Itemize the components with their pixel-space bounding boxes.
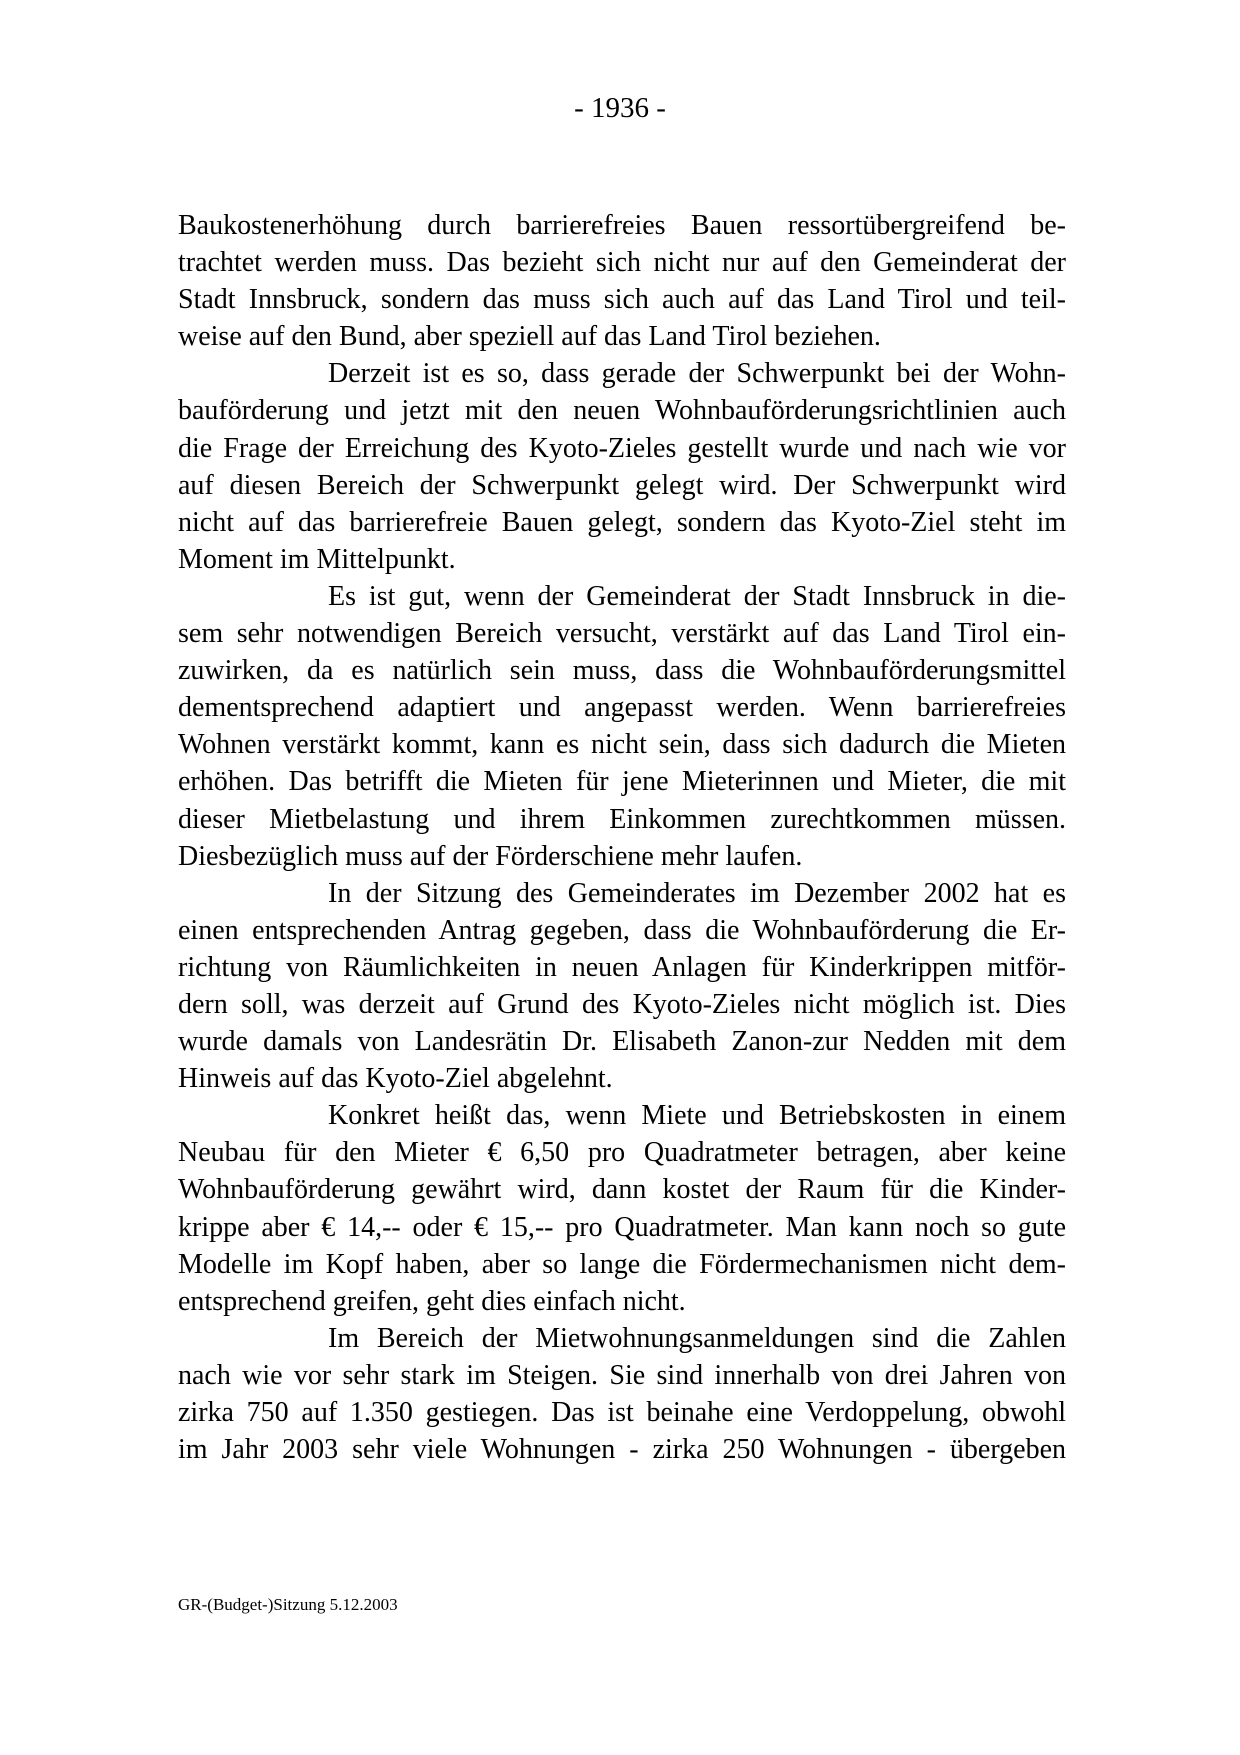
text-line: die Frage der Erreichung des Kyoto-Zieles gestellt wurde und nach wie vor — [178, 432, 1066, 464]
paragraph-1 — [178, 207, 1066, 355]
text-line: im Jahr 2003 sehr viele Wohnungen - zirka 250 Wohnungen - übergeben — [178, 1434, 1066, 1466]
text-line: Es ist gut, wenn der Gemeinderat der Stadt Innsbruck in die- — [328, 580, 1066, 612]
text-line: nach wie vor sehr stark im Steigen. Sie sind innerhalb von drei Jahren von — [178, 1359, 1066, 1391]
text-line: bauförderung und jetzt mit den neuen Wohnbauförderungsrichtlinien auch — [178, 395, 1066, 427]
text-line: Im Bereich der Mietwohnungsanmeldungen sind die Zahlen — [328, 1322, 1066, 1354]
text-line: Hinweis auf das Kyoto-Ziel abgelehnt. — [178, 1063, 613, 1095]
text-line: Moment im Mittelpunkt. — [178, 543, 456, 575]
paragraph-4 — [178, 875, 1066, 1098]
text-line: Konkret heißt das, wenn Miete und Betriebskosten in einem — [328, 1100, 1066, 1132]
text-line: einen entsprechenden Antrag gegeben, dass die Wohnbauförderung die Er- — [178, 914, 1066, 946]
text-line: In der Sitzung des Gemeinderates im Dezember 2002 hat es — [328, 877, 1066, 909]
text-line: nicht auf das barrierefreie Bauen gelegt, sondern das Kyoto-Ziel steht im — [178, 506, 1066, 538]
page-number: - 1936 - — [574, 92, 666, 124]
text-line: zirka 750 auf 1.350 gestiegen. Das ist beinahe eine Verdoppelung, obwohl — [178, 1397, 1066, 1428]
text-line: auf diesen Bereich der Schwerpunkt gelegt wird. Der Schwerpunkt wird — [178, 469, 1066, 501]
text-line: Diesbezüglich muss auf der Förderschiene mehr laufen. — [178, 840, 803, 872]
text-line: krippe aber € 14,-- oder € 15,-- pro Quadratmeter. Man kann noch so gute — [178, 1211, 1066, 1243]
text-line: Neubau für den Mieter € 6,50 pro Quadratmeter betragen, aber keine — [178, 1137, 1066, 1169]
text-line: zuwirken, da es natürlich sein muss, dass die Wohnbauförderungsmittel — [178, 655, 1066, 687]
text-line: dern soll, was derzeit auf Grund des Kyoto-Zieles nicht möglich ist. Dies — [178, 988, 1066, 1020]
text-line: Wohnen verstärkt kommt, kann es nicht sein, dass sich dadurch die Mieten — [178, 729, 1066, 761]
text-line: Baukostenerhöhung durch barrierefreies Bauen ressortübergreifend be- — [178, 210, 1066, 241]
text-line: Derzeit ist es so, dass gerade der Schwerpunkt bei der Wohn- — [328, 358, 1066, 390]
paragraph-6 — [178, 1320, 1066, 1468]
text-line: erhöhen. Das betrifft die Mieten für jene Mieterinnen und Mieter, die mit — [178, 766, 1066, 798]
paragraph-2 — [178, 355, 1066, 578]
page-footer: GR-(Budget-)Sitzung 5.12.2003 — [178, 1595, 398, 1614]
text-line: wurde damals von Landesrätin Dr. Elisabeth Zanon-zur Nedden mit dem — [178, 1026, 1066, 1058]
paragraph-3 — [178, 578, 1066, 875]
text-line: Modelle im Kopf haben, aber so lange die Fördermechanismen nicht dem- — [178, 1248, 1066, 1280]
text-line: weise auf den Bund, aber speziell auf das Land Tirol beziehen. — [178, 321, 881, 353]
text-line: Stadt Innsbruck, sondern das muss sich auch auf das Land Tirol und teil- — [178, 284, 1066, 316]
text-line: Wohnbauförderung gewährt wird, dann kostet der Raum für die Kinder- — [178, 1174, 1066, 1206]
text-line: sem sehr notwendigen Bereich versucht, verstärkt auf das Land Tirol ein- — [178, 618, 1066, 650]
text-line: entsprechend greifen, geht dies einfach nicht. — [178, 1285, 686, 1317]
text-line: trachtet werden muss. Das bezieht sich nicht nur auf den Gemeinderat der — [178, 247, 1066, 279]
text-line: dieser Mietbelastung und ihrem Einkommen zurechtkommen müssen. — [178, 803, 1066, 835]
paragraph-5 — [178, 1097, 1066, 1320]
body-text — [178, 207, 1066, 1468]
text-line: dementsprechend adaptiert und angepasst werden. Wenn barrierefreies — [178, 692, 1066, 724]
text-line: richtung von Räumlichkeiten in neuen Anlagen für Kinderkrippen mitför- — [178, 951, 1066, 983]
